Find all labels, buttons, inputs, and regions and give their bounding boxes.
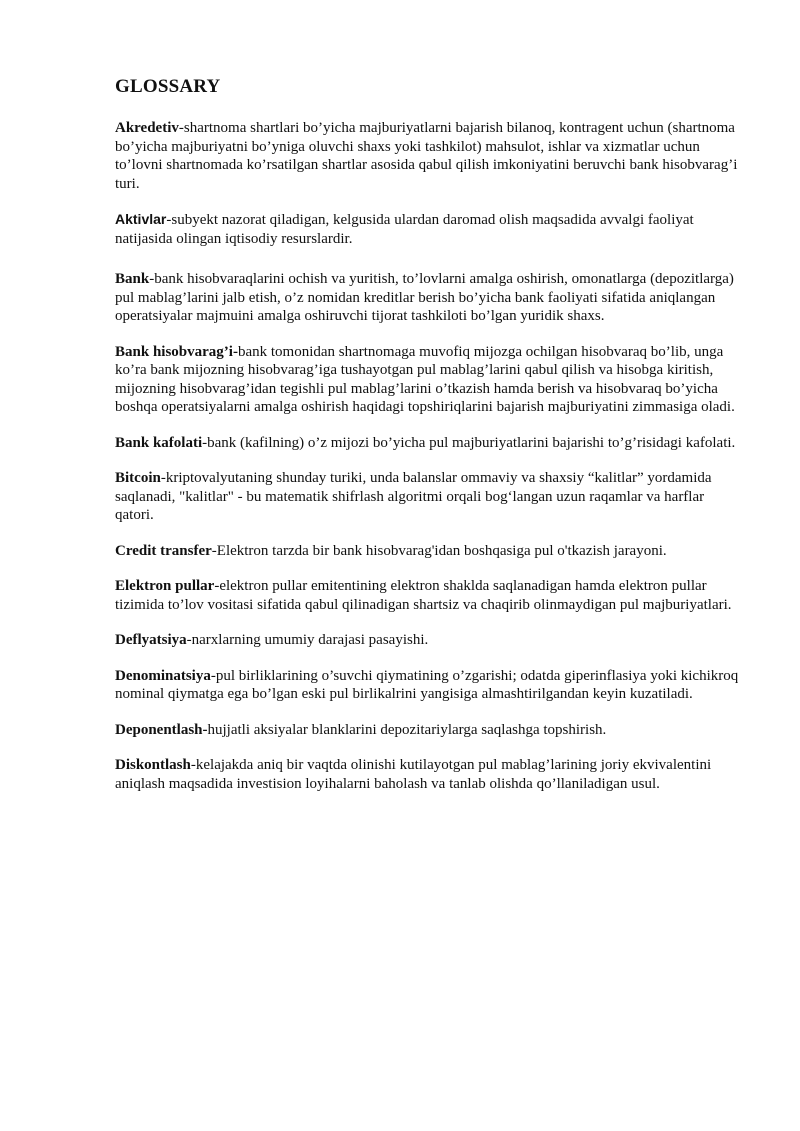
glossary-term: Bitcoin [115,470,161,486]
glossary-definition: -shartnoma shartlari bo’yicha majburiyatlarni bajarish bilanoq, kontragent uchun (shartnoma bo’yicha majburiyatni bo’yniga oluvchi shaxs yoki tashkilot) mahsulot, ishlar va xizmatlar uchun to’lovni shartnomada ko’rsatilgan shartlar asosida qabul qilish imkoniyatini beruvchi bank hisobvarag’i turi. [115,120,738,192]
glossary-definition: hujjatli aksiyalar blanklarini depozitariylarga saqlashga topshirish. [207,721,607,738]
glossary-definition: -bank (kafilning) o’z mijozi bo’yicha pul majburiyatlarini bajarishi to’g’risidagi kafolati. [202,434,736,451]
glossary-entry-credit-transfer [115,542,740,561]
glossary-term: Elektron pullar [115,578,215,594]
glossary-term: Bank kafolati [115,434,203,451]
glossary-definition: -kelajakda aniq bir vaqtda olinishi kutilayotgan pul mablag’larining joriy ekvivalentini aniqlash maqsadida investision loyihalarni baholash va tanlab olishda qo’llaniladigan usul. [115,757,712,792]
glossary-term: Aktivlar [115,211,167,227]
glossary-definition: -subyekt nazorat qiladigan, kelgusida ulardan daromad olish maqsadida avvalgi faoliyat natijasida olingan iqtisodiy resurslardir. [115,212,694,247]
glossary-term: Denominatsiya [115,667,211,684]
glossary-entry-deflyatsiya [115,631,740,650]
glossary-definition: -Elektron tarzda bir bank hisobvarag'idan boshqasiga pul o'tkazish jarayoni. [211,542,667,559]
glossary-definition: -kriptovalyutaning shunday turiki, unda balanslar ommaviy va shaxsiy “kalitlar” yordamida saqlanadi, "kalitlar" - bu matematik shifrlash algoritmi orqali bog‘langan uzun raqamlar va harflar qatori. [115,470,712,523]
document-page [115,76,740,810]
glossary-entry-bank-kafolati [115,434,740,453]
glossary-term: Bank [115,271,150,287]
glossary-entry-denominatsiya [115,667,740,704]
glossary-entry-deponentlash [115,721,740,740]
glossary-definition: bank tomonidan shartnomaga muvofiq mijozga ochilgan hisobvaraq bo’lib, unga ko’ra bank mijozning hisobvarag’iga tushayotgan pul mablag’larini qabul qilish va hisobga kiritish, mijozning hisobvarag’idan tegishli pul mablag’larini o’tkazish hamda berish va hisobvaraq bo’yicha boshqa operatsiyalarni amalga oshirish haqidagi topshiriqlarini bajarish majburiyatini zimmasiga oladi. [115,343,735,415]
glossary-entry-diskontlash [115,756,740,793]
glossary-entry-aktivlar [115,210,740,248]
glossary-entry-bank-hisobvaragi [115,343,740,417]
glossary-definition: -narxlarning umumiy darajasi pasayishi. [186,632,429,648]
glossary-definition: -bank hisobvaraqlarini ochish va yuritish, to’lovlarni amalga oshirish, omonatlarga (depozitlarga) pul mablag’larini jalb etish, o’z nomidan kreditlar berish bo’yicha bank faoliyati sifatida aniqlangan operatsiyalar majmuini amalga oshiruvchi tijorat tashkiloti bo’lgan yuridik shaxs. [115,271,734,324]
glossary-entry-bitcoin [115,469,740,525]
glossary-entry-bank [115,270,740,326]
glossary-term: Credit transfer [115,542,212,559]
glossary-term: Bank hisobvarag’i- [115,343,238,360]
glossary-term: Deflyatsiya [115,632,187,648]
glossary-definition: -elektron pullar emitentining elektron shaklda saqlanadigan hamda elektron pullar tizimida to’lov vositasi sifatida qabul qilinadigan shartsiz va chaqirib olinmaydigan pul majburiyatlari. [115,578,732,613]
glossary-term: Akredetiv [115,120,179,136]
glossary-term: Diskontlash [115,757,191,773]
glossary-entry-elektron-pullar [115,577,740,614]
glossary-definition: -pul birliklarining o’suvchi qiymatining o’zgarishi; odatda giperinflasiya yoki kichikroq nominal qiymatga ega bo’lgan eski pul birlikalrini yangisiga almashtirilgandan keyin kuzatiladi. [115,667,739,702]
glossary-term: Deponentlash- [115,721,208,738]
page-title: GLOSSARY [115,76,221,97]
glossary-entry-akredetiv [115,119,740,193]
